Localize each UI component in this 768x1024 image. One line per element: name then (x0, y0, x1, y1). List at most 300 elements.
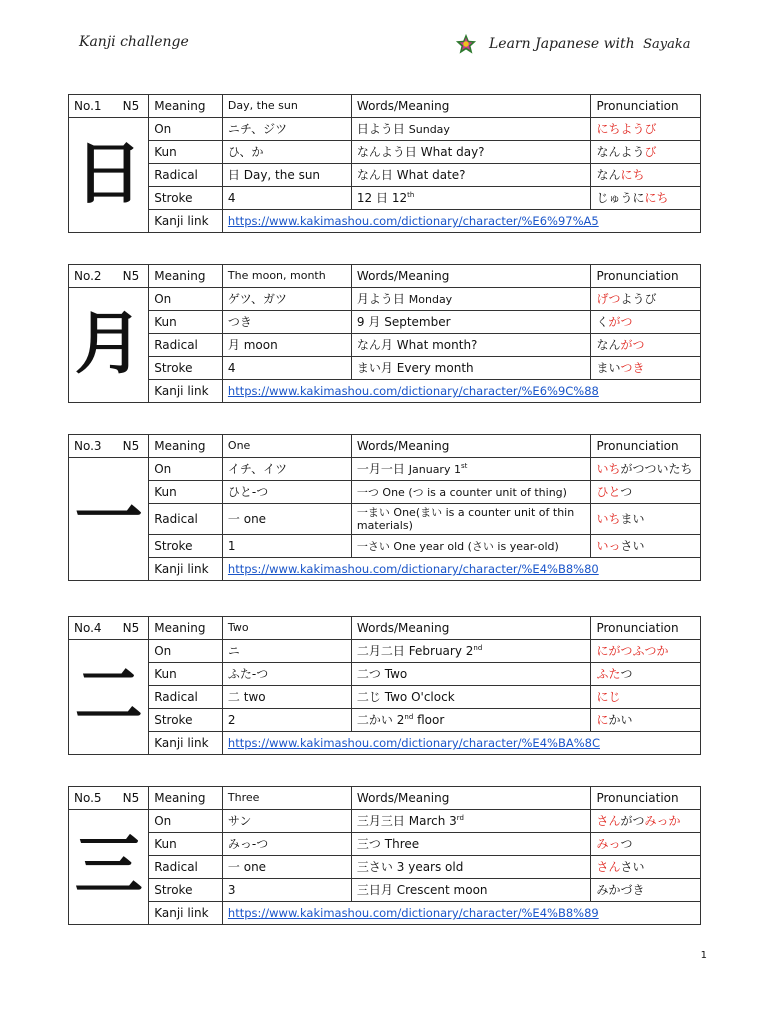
brand-name: Sayaka (643, 37, 691, 52)
entry-number (74, 99, 143, 113)
stroke-value-cell (222, 357, 351, 380)
word-ordinal-suffix: nd (473, 644, 483, 652)
word-english: Monday (408, 292, 453, 306)
radical-label-cell (149, 164, 223, 187)
kanji-dictionary-link[interactable]: https://www.kakimashou.com/dictionary/character/%E6%97%A5 (227, 214, 599, 228)
word-english: What month? (396, 338, 478, 352)
stroke-value: 1 (227, 539, 236, 553)
words-header-cell (351, 265, 591, 288)
table-row (69, 856, 701, 879)
kanji-link-row (69, 380, 701, 403)
kun-label: Kun (154, 315, 177, 329)
meaning-label-cell (149, 787, 223, 810)
kun-label-cell (149, 141, 223, 164)
meaning-label: Meaning (154, 439, 206, 453)
kun-label-cell (149, 663, 223, 686)
kanji-link-label: Kanji link (154, 384, 209, 398)
word-english: September (384, 315, 451, 329)
table-row (69, 357, 701, 380)
brand-text: Learn Japanese with (489, 36, 635, 52)
meaning-value-cell (222, 265, 351, 288)
stroke-label-cell (149, 357, 223, 380)
pron-header-cell (591, 787, 701, 810)
radical-label-cell (149, 334, 223, 357)
kanji-link-label-cell (149, 380, 223, 403)
pronunciation-segment: まい (596, 361, 621, 375)
header-title: Kanji challenge (79, 34, 189, 50)
words-header-cell (351, 435, 591, 458)
word-japanese: 二月二日 (356, 644, 405, 658)
brand (455, 33, 691, 55)
radical-value-cell (222, 856, 351, 879)
jlpt-level: N5 (122, 791, 140, 805)
pronunciation-cell (591, 535, 701, 558)
words-meaning-header: Words/Meaning (356, 99, 450, 113)
word-note: is a counter unit of thing) (427, 485, 567, 499)
entry-no: No.5 (74, 791, 102, 805)
on-value-cell (222, 458, 351, 481)
word-example-cell (351, 311, 591, 334)
table-row (69, 481, 701, 504)
entry-number (74, 791, 143, 805)
word-english: What day? (420, 145, 485, 159)
word-example-cell (351, 357, 591, 380)
word-example-cell (351, 334, 591, 357)
on-label: On (154, 462, 172, 476)
table-row (69, 879, 701, 902)
meaning-label: Meaning (154, 99, 206, 113)
word-ordinal-suffix: th (407, 191, 415, 199)
table-row (69, 311, 701, 334)
word-japanese: なん日 (356, 168, 393, 182)
word-japanese: 一まい (356, 506, 390, 519)
table-row (69, 709, 701, 732)
word-example-cell (351, 164, 591, 187)
pronunciation-cell (591, 187, 701, 210)
entry-no: No.4 (74, 621, 102, 635)
kanji-character: 二 (74, 657, 143, 736)
kanji-link-cell (222, 210, 700, 233)
pronunciation-segment: なんよう (596, 145, 645, 159)
word-example-cell (351, 458, 591, 481)
kun-label: Kun (154, 667, 177, 681)
word-example-cell (351, 686, 591, 709)
on-label-cell (149, 288, 223, 311)
word-japanese: 三月三日 (356, 814, 405, 828)
radical-label-cell (149, 856, 223, 879)
kanji-link-row (69, 210, 701, 233)
kun-label-cell (149, 481, 223, 504)
on-label-cell (149, 118, 223, 141)
word-english: Two (384, 667, 408, 681)
pronunciation-segment: かい (608, 713, 633, 727)
words-meaning-header: Words/Meaning (356, 269, 450, 283)
table-header-row (69, 95, 701, 118)
on-label: On (154, 122, 172, 136)
radical-value: 一 one (227, 512, 267, 526)
table-row (69, 640, 701, 663)
radical-value: 二 two (227, 690, 266, 704)
stroke-value: 2 (227, 713, 236, 727)
kanji-table (68, 264, 701, 403)
pronunciation-segment: さん (596, 814, 621, 828)
jlpt-level: N5 (122, 439, 140, 453)
radical-value: 日 Day, the sun (227, 168, 321, 182)
number-cell (69, 787, 149, 810)
pronunciation-cell (591, 141, 701, 164)
kanji-link-label-cell (149, 732, 223, 755)
pronunciation-segment: にがつ (596, 644, 633, 658)
word-example-cell (351, 640, 591, 663)
entry-no: No.2 (74, 269, 102, 283)
word-english: February 2 (408, 644, 474, 658)
kun-label: Kun (154, 145, 177, 159)
radical-label: Radical (154, 860, 198, 874)
word-japanese: 一月一日 (356, 461, 405, 476)
kanji-character-cell (69, 810, 149, 925)
meaning-value-cell (222, 617, 351, 640)
stroke-value-cell (222, 709, 351, 732)
word-example-cell (351, 833, 591, 856)
meaning-value: Day, the sun (227, 99, 298, 112)
on-value-cell (222, 640, 351, 663)
pronunciation-cell (591, 164, 701, 187)
word-example-cell (351, 879, 591, 902)
number-cell (69, 435, 149, 458)
pronunciation-segment: がつついたち (620, 462, 693, 476)
kun-value-cell (222, 311, 351, 334)
kun-value-cell (222, 481, 351, 504)
pronunciation-segment: ようび (620, 292, 657, 306)
on-label-cell (149, 458, 223, 481)
pronunciation-segment: がつ (608, 315, 633, 329)
table-row (69, 810, 701, 833)
word-japanese: 一つ (356, 485, 379, 499)
table-row (69, 288, 701, 311)
kun-value-cell (222, 833, 351, 856)
word-japanese: 二じ (356, 690, 381, 704)
radical-label-cell (149, 686, 223, 709)
pronunciation-segment: がつ (620, 338, 645, 352)
radical-label: Radical (154, 690, 198, 704)
kanji-dictionary-link[interactable]: https://www.kakimashou.com/dictionary/character/%E4%B8%89 (227, 906, 599, 920)
stroke-label: Stroke (154, 361, 193, 375)
kanji-character: 月 (74, 305, 143, 384)
kun-value: ひ、か (227, 145, 264, 159)
meaning-value-cell (222, 435, 351, 458)
table-header-row (69, 617, 701, 640)
meaning-value-cell (222, 787, 351, 810)
pronunciation-segment: さい (620, 860, 645, 874)
word-example-cell (351, 856, 591, 879)
kun-value: つき (227, 315, 252, 329)
stroke-value-cell (222, 535, 351, 558)
pronunciation-cell (591, 709, 701, 732)
meaning-label: Meaning (154, 621, 206, 635)
radical-value: 月 moon (227, 338, 278, 352)
kanji-link-cell (222, 732, 700, 755)
kun-label-cell (149, 311, 223, 334)
number-cell (69, 265, 149, 288)
word-english: Crescent moon (396, 883, 488, 897)
pronunciation-header: Pronunciation (596, 621, 679, 635)
on-value: ニ (227, 644, 240, 658)
pronunciation-segment: じゅうに (596, 191, 645, 205)
pron-header-cell (591, 617, 701, 640)
word-example-cell (351, 810, 591, 833)
word-after: floor (417, 713, 445, 727)
on-label-cell (149, 640, 223, 663)
word-japanese: 12 日 (356, 191, 389, 205)
pronunciation-header: Pronunciation (596, 99, 679, 113)
on-label-cell (149, 810, 223, 833)
table-row (69, 504, 701, 535)
word-english: Three (384, 837, 420, 851)
word-english: January 1 (408, 462, 461, 476)
kanji-link-row (69, 732, 701, 755)
radical-value: 一 one (227, 860, 267, 874)
on-value: ゲツ、ガツ (227, 292, 287, 306)
kanji-character-cell (69, 118, 149, 233)
pronunciation-segment: がつ (620, 814, 645, 828)
on-value: ニチ、ジツ (227, 122, 288, 136)
pronunciation-segment: いち (596, 462, 621, 476)
word-example-cell (351, 141, 591, 164)
word-japanese: 三日月 (356, 883, 393, 897)
number-cell (69, 617, 149, 640)
pronunciation-segment: にち (620, 168, 645, 182)
pronunciation-segment: に (596, 690, 609, 704)
on-label: On (154, 292, 172, 306)
kanji-character: 三 (74, 827, 143, 906)
stroke-label-cell (149, 879, 223, 902)
pronunciation-header: Pronunciation (596, 269, 679, 283)
word-note: is year-old) (497, 539, 559, 553)
word-example-cell (351, 709, 591, 732)
pronunciation-cell (591, 311, 701, 334)
table-row (69, 833, 701, 856)
kanji-link-label: Kanji link (154, 736, 209, 750)
pronunciation-segment: つ (620, 485, 633, 499)
stroke-value: 4 (227, 361, 236, 375)
pronunciation-cell (591, 640, 701, 663)
meaning-value: Three (227, 791, 260, 804)
on-value-cell (222, 810, 351, 833)
stroke-label: Stroke (154, 539, 193, 553)
pronunciation-cell (591, 686, 701, 709)
pron-header-cell (591, 95, 701, 118)
word-japanese: まい月 (356, 361, 393, 375)
word-japanese: なんよう日 (356, 145, 417, 159)
meaning-label: Meaning (154, 791, 206, 805)
radical-value-cell (222, 686, 351, 709)
on-value-cell (222, 118, 351, 141)
pronunciation-header: Pronunciation (596, 791, 679, 805)
kanji-table (68, 94, 701, 233)
word-example-cell (351, 187, 591, 210)
pron-header-cell (591, 265, 701, 288)
pronunciation-segment: つ (620, 837, 633, 851)
word-example-cell (351, 535, 591, 558)
kanji-link-label-cell (149, 210, 223, 233)
words-meaning-header: Words/Meaning (356, 439, 450, 453)
stroke-label-cell (149, 535, 223, 558)
word-english: Sunday (408, 122, 450, 136)
word-english: One year old (さい (393, 539, 494, 553)
word-example-cell (351, 504, 591, 535)
word-japanese: 9 月 (356, 315, 381, 329)
pronunciation-cell (591, 288, 701, 311)
word-english: What date? (396, 168, 466, 182)
meaning-value: Two (227, 621, 249, 634)
word-english: 12 (391, 191, 408, 205)
radical-label: Radical (154, 168, 198, 182)
word-ordinal-suffix: st (460, 461, 468, 470)
kanji-link-cell (222, 380, 700, 403)
pronunciation-segment: ひと (596, 485, 621, 499)
entry-number (74, 269, 143, 283)
kanji-character: 一 (74, 479, 143, 558)
word-japanese: なん月 (356, 338, 393, 352)
on-label: On (154, 644, 172, 658)
table-row (69, 164, 701, 187)
pronunciation-cell (591, 663, 701, 686)
word-japanese: 一さい (356, 539, 390, 553)
stroke-value-cell (222, 879, 351, 902)
kanji-dictionary-link[interactable]: https://www.kakimashou.com/dictionary/character/%E4%B8%80 (227, 562, 599, 576)
kanji-character-cell (69, 640, 149, 755)
on-value: イチ、イツ (227, 462, 288, 476)
table-row (69, 535, 701, 558)
meaning-value: The moon, month (227, 269, 326, 282)
kanji-link-row (69, 902, 701, 925)
kanji-link-label-cell (149, 558, 223, 581)
pronunciation-header: Pronunciation (596, 439, 679, 453)
stroke-label: Stroke (154, 883, 193, 897)
kanji-dictionary-link[interactable]: https://www.kakimashou.com/dictionary/character/%E6%9C%88 (227, 384, 599, 398)
on-label: On (154, 814, 172, 828)
word-japanese: 三つ (356, 837, 381, 851)
kanji-dictionary-link[interactable]: https://www.kakimashou.com/dictionary/character/%E4%BA%8C (227, 736, 600, 750)
kun-label: Kun (154, 485, 177, 499)
word-english: March 3 (408, 814, 457, 828)
kanji-character-cell (69, 458, 149, 581)
word-ordinal-suffix: nd (404, 713, 414, 721)
pronunciation-cell (591, 504, 701, 535)
pronunciation-segment: つき (620, 361, 645, 375)
pronunciation-segment: なん (596, 168, 621, 182)
radical-value-cell (222, 334, 351, 357)
star-icon (455, 33, 477, 55)
kanji-link-label: Kanji link (154, 562, 209, 576)
pronunciation-segment: さん (596, 860, 621, 874)
pronunciation-segment: にち (644, 191, 669, 205)
pronunciation-segment: にちようび (596, 122, 657, 136)
pronunciation-segment: び (644, 145, 657, 159)
pronunciation-segment: いち (596, 512, 621, 526)
word-japanese: 日よう日 (356, 121, 405, 136)
kun-value-cell (222, 663, 351, 686)
word-example-cell (351, 481, 591, 504)
on-value: サン (227, 814, 252, 828)
kanji-table (68, 616, 701, 755)
page-number: 1 (700, 950, 707, 961)
pronunciation-cell (591, 458, 701, 481)
pronunciation-segment: なん (596, 338, 621, 352)
kanji-table (68, 786, 701, 925)
word-note: is a counter unit of thin materials) (356, 506, 575, 532)
number-cell (69, 95, 149, 118)
pronunciation-cell (591, 481, 701, 504)
kun-value-cell (222, 141, 351, 164)
word-english: One(まい (393, 506, 443, 519)
pronunciation-cell (591, 833, 701, 856)
table-row (69, 663, 701, 686)
kanji-link-label: Kanji link (154, 214, 209, 228)
word-japanese: 二つ (356, 667, 381, 681)
table-row (69, 458, 701, 481)
entry-no: No.1 (74, 99, 102, 113)
words-header-cell (351, 95, 591, 118)
pronunciation-segment: じ (608, 690, 621, 704)
kanji-link-cell (222, 902, 700, 925)
kanji-character-cell (69, 288, 149, 403)
pronunciation-cell (591, 810, 701, 833)
kanji-link-label: Kanji link (154, 906, 209, 920)
table-row (69, 686, 701, 709)
kanji-table (68, 434, 701, 581)
stroke-label: Stroke (154, 713, 193, 727)
table-header-row (69, 787, 701, 810)
meaning-label-cell (149, 435, 223, 458)
meaning-label-cell (149, 617, 223, 640)
words-header-cell (351, 617, 591, 640)
table-header-row (69, 265, 701, 288)
word-japanese: 月よう日 (356, 291, 405, 306)
table-row (69, 141, 701, 164)
jlpt-level: N5 (122, 269, 140, 283)
entry-number (74, 439, 143, 453)
meaning-value: One (227, 439, 251, 452)
meaning-label-cell (149, 265, 223, 288)
radical-label: Radical (154, 338, 198, 352)
jlpt-level: N5 (122, 99, 140, 113)
words-header-cell (351, 787, 591, 810)
words-meaning-header: Words/Meaning (356, 621, 450, 635)
stroke-label: Stroke (154, 191, 193, 205)
stroke-value: 4 (227, 191, 236, 205)
word-japanese: 二かい (356, 713, 393, 727)
pronunciation-segment: ふた (596, 667, 621, 681)
kun-value: ふた-つ (227, 667, 269, 681)
pronunciation-cell (591, 334, 701, 357)
meaning-label: Meaning (154, 269, 206, 283)
meaning-value-cell (222, 95, 351, 118)
pronunciation-segment: つ (620, 667, 633, 681)
stroke-label-cell (149, 709, 223, 732)
radical-label: Radical (154, 512, 198, 526)
word-japanese: 三さい (356, 860, 393, 874)
word-english: 2 (396, 713, 405, 727)
kanji-link-label-cell (149, 902, 223, 925)
pronunciation-segment: ふつか (632, 644, 669, 658)
pronunciation-cell (591, 856, 701, 879)
table-row (69, 334, 701, 357)
entry-no: No.3 (74, 439, 102, 453)
pron-header-cell (591, 435, 701, 458)
radical-value-cell (222, 164, 351, 187)
pronunciation-segment: みっ (596, 837, 621, 851)
